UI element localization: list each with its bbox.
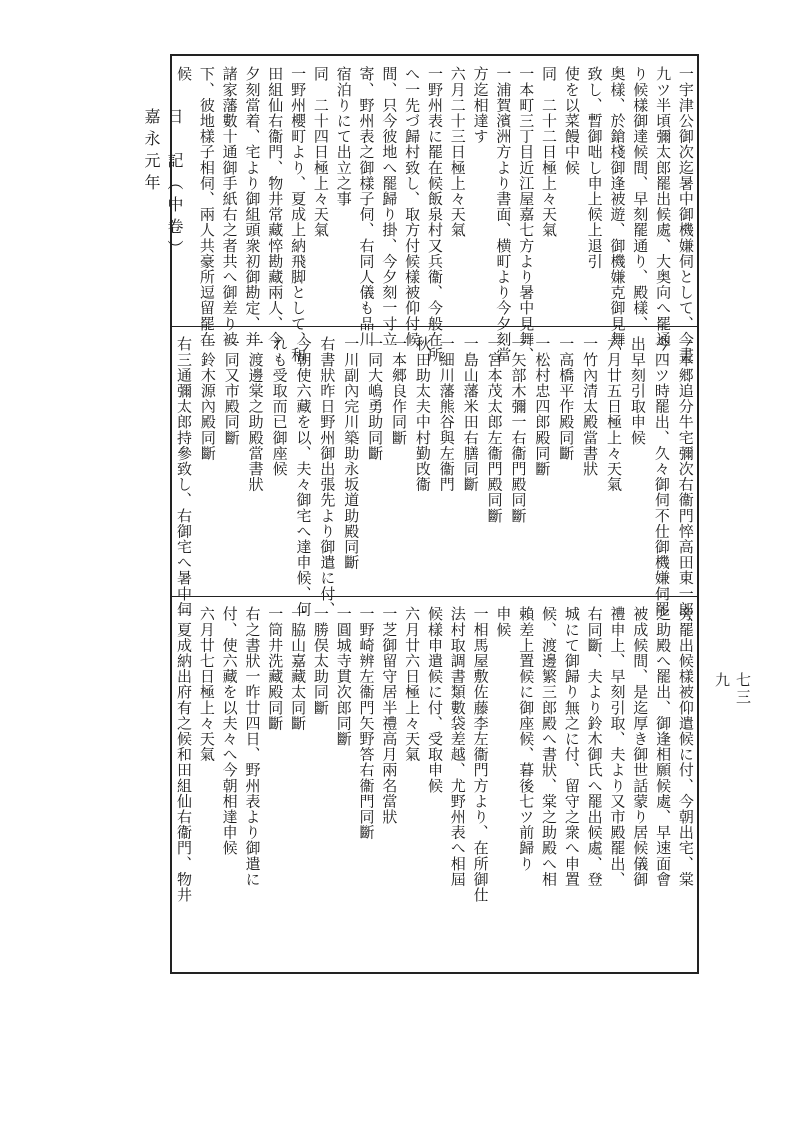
text-column: 出早刻引取申候 — [628, 336, 647, 446]
text-column: 付、使六藏を以夫々へ今朝相達申候 — [220, 606, 239, 856]
text-column: 間、只今彼地へ罷歸り掛、今夕刻一寸立 — [380, 66, 399, 347]
text-frame — [170, 54, 699, 974]
text-column: 六月廿五日極上々天氣 — [605, 336, 624, 492]
text-column: り候樣御達候間、早刻罷通り、殿樣、 — [631, 66, 650, 332]
text-column: 之助殿へ罷出、御逢相願候處、早速面會 — [654, 606, 673, 887]
text-column: 一圓城寺貫次郎同斷 — [334, 606, 353, 747]
text-column: 致し、暫御咄し申上候上退引 — [585, 66, 604, 269]
text-column: 一浦賀濱洲方より書面、横町より今夕刻當 — [494, 66, 513, 363]
text-column: 候、渡邊繁三郎殿へ書狀、棠之助殿へ相 — [540, 606, 558, 887]
text-column: 一高橋平作殿同斷 — [557, 336, 576, 461]
text-column: 奥樣、於鎗棧御逢被遊、御機嫌克御見舞 — [608, 66, 627, 347]
text-column: 候 — [175, 66, 193, 82]
text-column: 右之書狀一昨廿四日、野州表より御遣に — [243, 606, 262, 887]
text-column: 一本郷追分牛宅彌次右衞門悴高田東一郎、 — [676, 336, 695, 633]
text-column: 被成候間、是迄厚き御世話蒙り居候儀御 — [631, 606, 650, 887]
text-column: 旁罷出候樣被仰遣候に付、今朝出宅、棠 — [676, 606, 695, 887]
text-column: 一同又市殿同斷 — [222, 336, 241, 446]
text-column: 一勝俣太助同斷 — [311, 606, 330, 716]
text-column: 一宇津公御次迄暑中御機嫌伺として、今晝 — [676, 66, 695, 363]
text-column: へ一先づ歸村致し、取方付候樣被仰付候 — [403, 66, 422, 347]
text-column: 使を以菜饅中候 — [562, 66, 581, 176]
running-head: 日 記（中卷） 嘉永元年 — [142, 108, 184, 276]
text-column: 一本郷良作同斷 — [390, 336, 409, 446]
text-column: 右同斷、夫より鈴木御氏へ罷出候處、登 — [585, 606, 604, 887]
text-register-bottom — [172, 602, 697, 903]
text-column: 夕刻當着、宅より御組頭衆初御勘定、并 — [243, 66, 262, 347]
text-column: 一脇山嘉藏太同斷 — [289, 606, 308, 731]
text-column: 秋田助太夫中村勤攺衞 — [413, 336, 432, 492]
text-column: 下、彼地樣子相伺、兩人共豪所逗留罷在 — [197, 66, 216, 347]
text-column: 田組仙右衞門、物井常藏悴勘藏兩人、今 — [266, 66, 285, 347]
register-divider — [172, 596, 697, 597]
text-column: 同 二十二日極上々天氣 — [540, 66, 558, 238]
text-column: 今朝使六藏を以、夫々御宅へ達申候、何 — [294, 336, 313, 617]
text-column: 申候 — [494, 606, 513, 638]
text-column: 一鈴木源內殿同斷 — [198, 336, 217, 461]
text-column: 一竹內清太殿當書狀 — [581, 336, 600, 477]
text-column: 方迄相達す — [471, 66, 490, 144]
text-column: 一本町三丁目近江屋嘉七方より暑中見舞、 — [517, 66, 536, 363]
text-column: 法村取調書類數袋差越、尤野州表へ相屆 — [448, 606, 467, 887]
text-column: 同 二十四日極上々天氣 — [311, 66, 330, 238]
text-column: れも受取而已御座候 — [270, 336, 289, 477]
page-number: 七三九 — [713, 672, 752, 706]
text-column: 一松村忠四郎殿同斷 — [533, 336, 552, 477]
text-column: 一相馬屋敷佐藤李左衞門方より、在所御仕 — [471, 606, 490, 903]
text-column: 一渡邊棠之助殿當書狀 — [246, 336, 265, 492]
text-column: 候樣申遣候に付、受取申候 — [425, 606, 444, 794]
text-column: 一夏成納出府有之候和田組仙右衞門、物井 — [175, 606, 193, 903]
text-column: 禮申上、早刻引取、夫より又市殿罷出、 — [608, 606, 627, 887]
text-column: 一同大嶋勇助同斷 — [366, 336, 385, 461]
text-column: 今四ツ時罷出、久々御伺不仕御機嫌伺罷 — [652, 336, 671, 617]
text-register-middle — [172, 332, 697, 633]
text-register-top — [172, 62, 697, 363]
text-column: 一筒井洗藏殿同斷 — [266, 606, 285, 731]
text-column: 賴差上置候に御座候、暮後七ツ前歸り — [517, 606, 536, 872]
text-column: 九ツ半頃彌太郎罷出候處、大奥向へ罷通 — [654, 66, 673, 347]
text-column: 右三通彌太郎持參致し、右御宅へ暑中伺 — [175, 336, 193, 617]
text-column: 一野崎辨左衞門矢野答右衞門同斷 — [357, 606, 376, 840]
text-column: 六月廿六日極上々天氣 — [403, 606, 422, 762]
text-column: 六月廿七日極上々天氣 — [197, 606, 216, 762]
text-column: 諸家藩數十通御手紙右之者共へ御差り被 — [220, 66, 239, 347]
text-column: 一島山藩米田右膳同斷 — [461, 336, 480, 492]
text-column: 一宮本茂太郎左衞門殿同斷 — [485, 336, 504, 524]
text-column: 一細川藩熊谷與左衞門 — [437, 336, 456, 492]
text-column: 寄、野州表之御樣子伺、右同人儀も品川 — [357, 66, 376, 347]
text-column: 一川副內完川築助永坂道助殿同斷 — [342, 336, 361, 570]
text-column: 右書狀昨日野州御出張先より御遣に付、 — [318, 336, 337, 617]
text-column: 城にて御歸り無之に付、留守之衆へ申置 — [562, 606, 581, 887]
text-column: 一芝御留守居半禮高月兩名當狀 — [380, 606, 399, 825]
text-column: 一矢部木彌一右衞門殿同斷 — [509, 336, 528, 524]
text-column: 六月二十三日極上々天氣 — [448, 66, 467, 238]
text-column: 一野州櫻町より、夏成上納飛脚として、和 — [289, 66, 308, 363]
text-column: 宿泊りにて出立之事 — [334, 66, 353, 207]
text-column: 一野州表に罷在候飯泉村又兵衞、今般在所 — [425, 66, 444, 363]
